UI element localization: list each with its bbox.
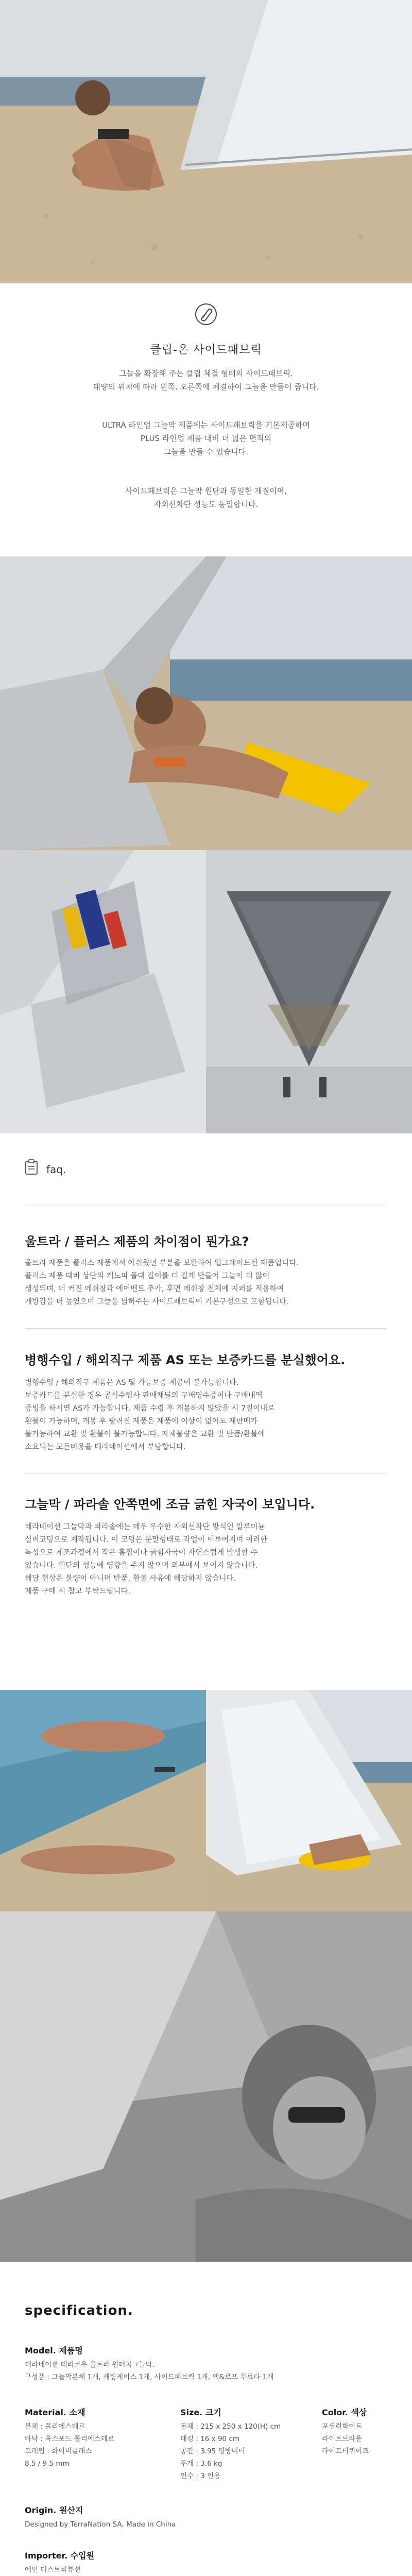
beach-hero-photo bbox=[0, 0, 412, 283]
specification-section bbox=[0, 2262, 412, 2576]
spec-title: specification. bbox=[25, 2303, 133, 2318]
clipboard-icon bbox=[25, 1159, 38, 1175]
faq-question-3: 그늘막 / 파라솔 안쪽면에 조금 긁힌 자국이 보입니다. bbox=[25, 1497, 315, 1512]
size-heading: Size. 크기 bbox=[180, 2408, 221, 2417]
origin-text: Designed by TerraNation SA, Made in China bbox=[25, 2520, 176, 2529]
side-fabric-intro bbox=[0, 283, 412, 556]
color-heading: Color. 색상 bbox=[322, 2408, 367, 2417]
faq-question-2: 병행수입 / 해외직구 제품 AS 또는 보증카드를 분실했어요. bbox=[25, 1353, 346, 1367]
tent-interior-photo bbox=[0, 556, 412, 850]
faq-section bbox=[0, 1133, 412, 1690]
origin-heading: Origin. 원산지 bbox=[25, 2505, 83, 2515]
material-text: 본체 : 폴리에스테르 바닥 : 옥스포드 폴리에스테르 프레임 : 화이버글래스 8.5 / 9.5 mm bbox=[25, 2422, 114, 2468]
color-text: 포셜런화이트 라이트브라운 라이트터쿼이즈 bbox=[322, 2422, 369, 2455]
faq-answer-2: 병행수입 / 해외직구 제품은 AS 및 가능보증 제공이 불가능합니다. 보증카드를 분실한 경우 공식수입사 판매채널의 구매영수증이나 구매내역 증빙을 하시면 AS가 가능합니다. 제품 수령 후 개봉하지 않았을 시 7일이내로 환불이 가능하며, 개봉 후 팔려진 제품은 제품에 이상이 없어도 재판매가 불가능하여 교환 및 환불이 불가능합니다. 자체불량은 교환 및 반품/환불에 소요되는 모든비용을 테라네이션에서 부담합니다. bbox=[25, 1379, 275, 1451]
importer-heading: Importer. 수입원 bbox=[25, 2551, 95, 2561]
intro-paragraph-1: 그늘을 확장해 주는 클립 체결 형태의 사이드패브릭. 태양의 위치에 따라 왼쪽, 오른쪽에 체결하여 그늘을 만들어 줍니다. bbox=[93, 369, 319, 392]
size-text: 본체 : 215 x 250 x 120(H) cm 패킹 : 16 x 90 cm 공간 : 3.95 평방미터 무게 : 3.6 kg 인수 : 3 인용 bbox=[180, 2422, 281, 2480]
importer-text: 에인 디스트리뷰션 bbox=[25, 2566, 81, 2574]
tent-side-fabric-photo bbox=[206, 1690, 412, 1911]
intro-title: 클립-온 사이드패브릭 bbox=[150, 344, 262, 357]
intro-paragraph-2: ULTRA 라인업 그늘막 제품에는 사이드패브릭을 기본제공하며 PLUS 라인업 제품 대비 더 넓은 면적의 그늘을 만들 수 있습니다. bbox=[102, 420, 310, 456]
side-pocket-photo bbox=[0, 850, 206, 1133]
faq-question-1: 울트라 / 플러스 제품의 차이점이 뭔가요? bbox=[25, 1234, 249, 1249]
material-heading: Material. 소재 bbox=[25, 2408, 85, 2417]
paperclip-icon bbox=[195, 303, 217, 326]
divider bbox=[25, 1328, 387, 1329]
model-text: 테라네이션 테라코우 울트라 원터치그늘막. 구성품 : 그늘막본체 1개, 캐링케이스 1개, 사이드패브릭 1개, 팩&로프 무료타 1개 bbox=[25, 2361, 274, 2381]
model-heading: Model. 제품명 bbox=[25, 2346, 83, 2355]
faq-answer-3: 테라네이션 그늘막과 파라솔에는 매우 우수한 자외선차단 방식인 알루미늄 실버코팅으로 제작됩니다. 이 코팅은 분말형태로 작업이 이루어지며 이러한 특성으로 제조과정에서 작은 흠집이나 긁힘자국이 자연스럽게 발생할 수 있습니다. 원단의 성능에 영향을 주지 않으며 외부에서 보이지 않습니다. 해당 현상은 불량이 아니며 반품, 환불 사유에 해당하지 않습니다. 제품 구매 시 참고 부탁드립니다. bbox=[25, 1523, 268, 1596]
intro-paragraph-3: 사이드패브릭은 그늘막 원단과 동일한 재질이며, 자외선차단 성능도 동일합니다. bbox=[125, 486, 287, 509]
clip-detail-photo bbox=[0, 1690, 206, 1911]
faq-label: faq. bbox=[46, 1163, 66, 1176]
divider bbox=[25, 1473, 387, 1474]
mesh-window-photo bbox=[206, 850, 412, 1133]
bw-portrait-photo bbox=[0, 1911, 412, 2262]
faq-answer-1: 울트라 제품은 플러스 제품에서 아쉬웠던 부분을 보완하여 업그레이드된 제품입니다. 플러스 제품 대비 상단의 캐노피 폴대 길이를 더 길게 만들어 그늘이 더 많이 생성되며, 더 커진 메쉬창과 에어벤트 추가, 후면 메쉬창 전체에 지퍼를 적용하여 개방감을 더 높였으며 그늘을 넓혀주는 사이드패브릭이 기본구성으로 포함됩니다. bbox=[25, 1259, 299, 1306]
